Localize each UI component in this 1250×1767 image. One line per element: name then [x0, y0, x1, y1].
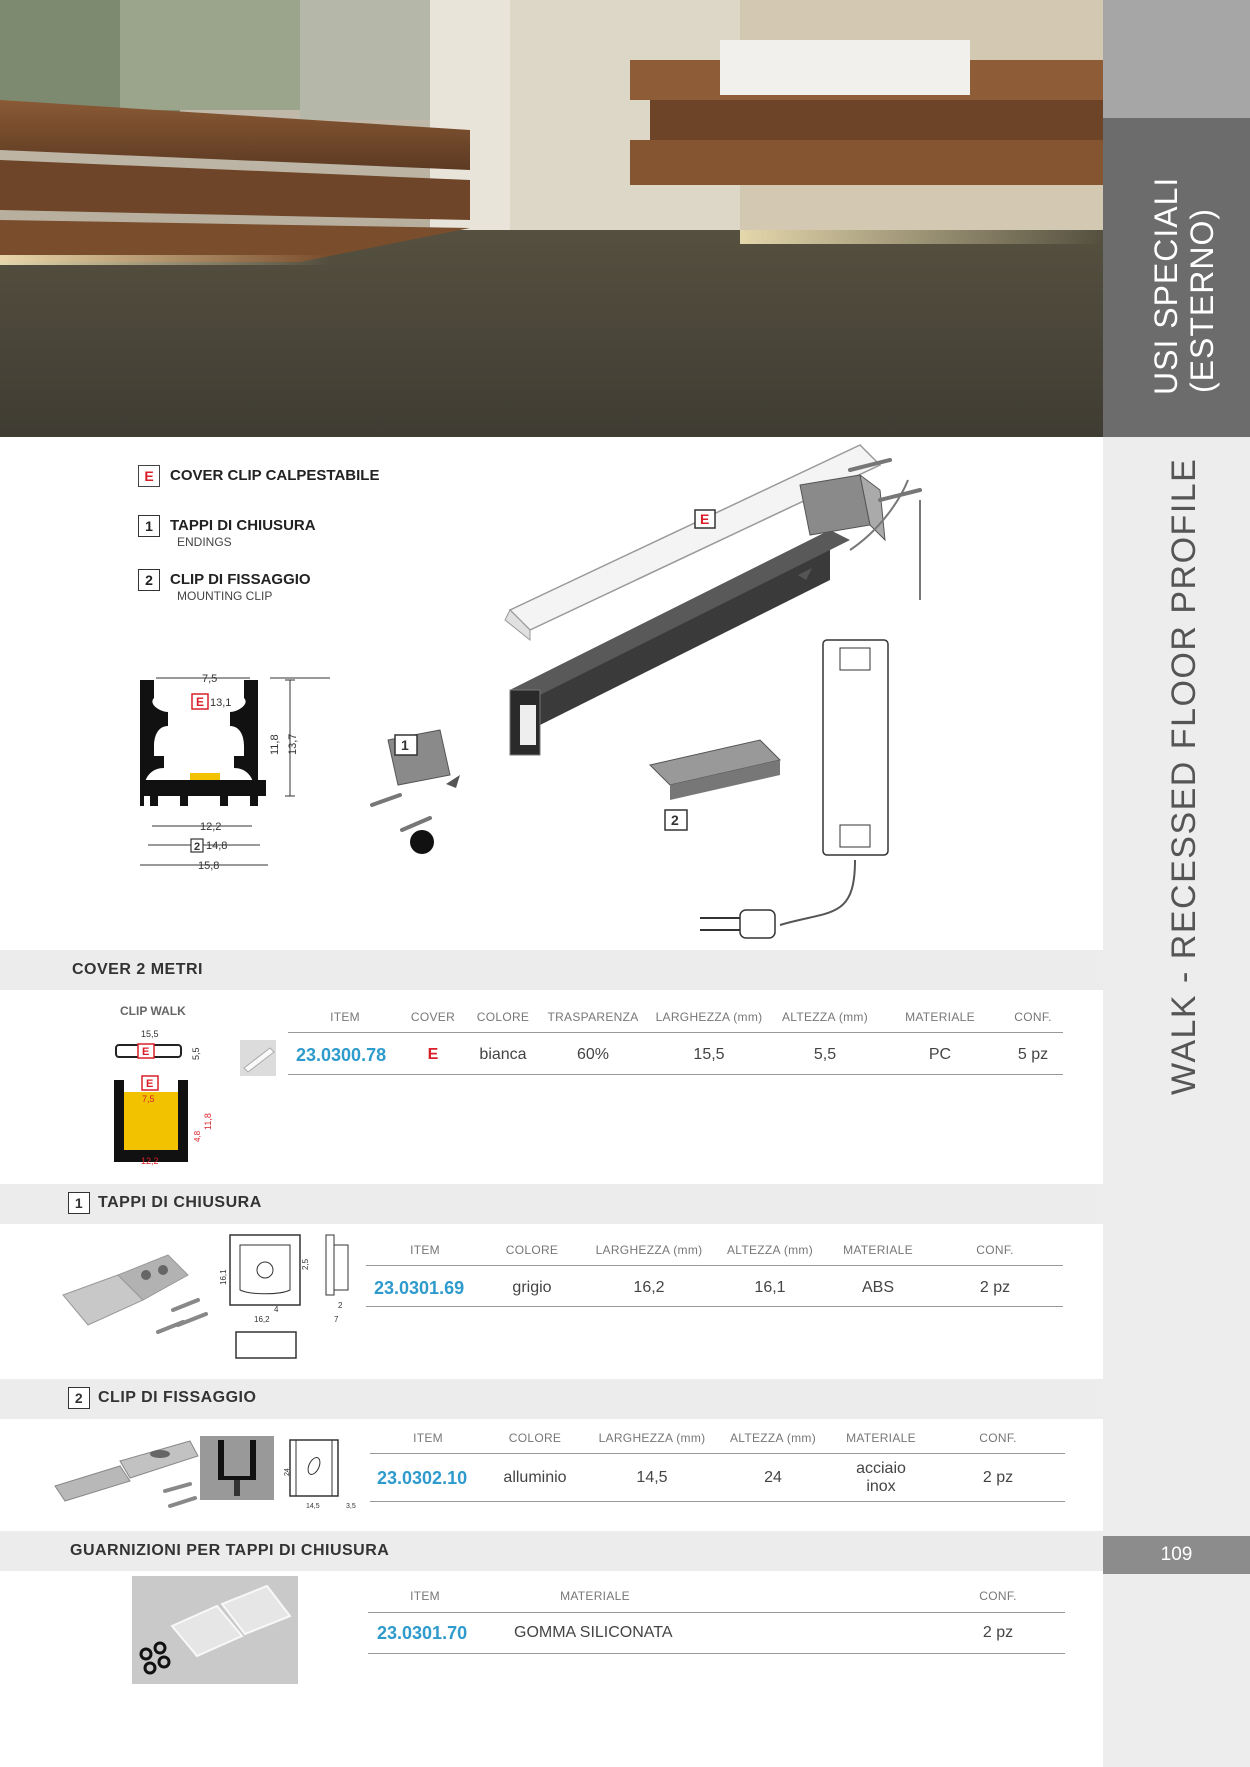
guarnizioni-item-code: 23.0301.70	[377, 1623, 468, 1643]
clip-cell-altezza: 24	[764, 1469, 782, 1486]
cover-dim-h2: 11,8	[203, 1113, 213, 1130]
col-materiale: MATERIALE	[905, 1010, 975, 1024]
table-rule	[366, 1306, 1063, 1307]
cover-strip-thumbnail	[240, 1040, 276, 1076]
table-rule	[288, 1074, 1063, 1075]
mounting-clip-section-photo	[200, 1436, 274, 1500]
tappi-cell-conf: 2 pz	[979, 1279, 1011, 1296]
cover-cell-colore: bianca	[479, 1046, 527, 1063]
table-rule	[370, 1501, 1065, 1502]
clip-cell-conf: 2 pz	[982, 1469, 1014, 1486]
col-colore: COLORE	[508, 1431, 562, 1445]
section-title: GUARNIZIONI PER TAPPI DI CHIUSURA	[70, 1542, 390, 1559]
page-number: 109	[1103, 1536, 1250, 1574]
table-rule	[366, 1265, 1063, 1266]
col-item: ITEM	[410, 1243, 440, 1257]
endcap-dim-d4: 7	[334, 1315, 339, 1324]
cover-dim-inner: 7,5	[142, 1094, 155, 1104]
cover-cell-materiale: PC	[928, 1046, 952, 1063]
clip-cell-colore: alluminio	[503, 1469, 567, 1486]
cover-dim-h: 5,5	[191, 1047, 201, 1060]
cover-e2: E	[146, 1078, 154, 1090]
section-bar-cover	[0, 950, 1103, 990]
col-conf: CONF.	[979, 1589, 1017, 1603]
col-altezza: ALTEZZA (mm)	[726, 1243, 814, 1257]
section-bar-clip	[0, 1379, 1103, 1419]
profile-section-drawing	[120, 660, 360, 875]
col-colore: COLORE	[476, 1010, 530, 1024]
cover-cell-trasparenza: 60%	[576, 1046, 610, 1063]
col-altezza: ALTEZZA (mm)	[729, 1431, 817, 1445]
section-title	[68, 1192, 262, 1214]
col-larghezza: LARGHEZZA (mm)	[595, 1243, 703, 1257]
col-altezza: ALTEZZA (mm)	[781, 1010, 869, 1024]
clip-item-code: 23.0302.10	[377, 1468, 468, 1488]
hero-photo	[0, 0, 1103, 437]
legend-code-1: 1	[138, 515, 160, 537]
legend-label: COVER CLIP CALPESTABILE	[170, 466, 380, 484]
cover-e: E	[142, 1046, 150, 1058]
cover-cell-cover: E	[427, 1046, 439, 1063]
clip-dim-w2: 3,5	[346, 1503, 356, 1510]
endcap-dim-w: 16,2	[254, 1315, 270, 1324]
endcap-dim-d1: 4	[274, 1305, 279, 1314]
col-cover: COVER	[410, 1010, 456, 1024]
col-materiale: MATERIALE	[846, 1431, 916, 1445]
col-item: ITEM	[413, 1431, 443, 1445]
clip-walk-label: CLIP WALK	[120, 1004, 186, 1018]
clip-cell-materiale	[831, 1460, 931, 1496]
section-bar-guarnizioni	[0, 1531, 1103, 1571]
table-rule	[370, 1453, 1065, 1454]
mounting-clip-drawing	[284, 1436, 364, 1512]
clip-dim-w1: 14,5	[306, 1503, 320, 1510]
clip-materiale-line2: inox	[866, 1478, 896, 1495]
section-num: 2	[68, 1387, 90, 1409]
cover-cell-altezza: 5,5	[813, 1046, 837, 1063]
col-trasparenza: TRASPARENZA	[547, 1010, 639, 1024]
guarnizioni-cell-materiale: GOMMA SILICONATA	[514, 1624, 673, 1641]
dim-e-depth: 13,1	[210, 697, 232, 709]
col-materiale: MATERIALE	[843, 1243, 913, 1257]
section-num: 1	[68, 1192, 90, 1214]
section-title: COVER 2 METRI	[72, 961, 203, 978]
legend-label: TAPPI DI CHIUSURA	[170, 516, 316, 534]
sidebar-top-block	[1103, 0, 1250, 118]
tappi-cell-colore: grigio	[512, 1279, 552, 1296]
table-rule	[368, 1612, 1065, 1613]
dim-h1: 11,8	[269, 734, 281, 755]
endcap-drawing	[216, 1230, 366, 1365]
col-conf: CONF.	[979, 1431, 1017, 1445]
clip-dim-h: 24	[284, 1468, 291, 1476]
legend-code-e: E	[138, 465, 160, 487]
cover-cell-conf: 5 pz	[1017, 1046, 1049, 1063]
table-rule	[288, 1032, 1063, 1033]
endcap-dim-h: 16,1	[219, 1269, 228, 1285]
clip-materiale-line1: acciaio	[856, 1460, 906, 1477]
mounting-clip-photo	[50, 1436, 200, 1521]
category-title	[1148, 177, 1220, 395]
col-larghezza: LARGHEZZA (mm)	[655, 1010, 763, 1024]
dim-h2: 13,7	[287, 733, 299, 755]
section-bar-tappi	[0, 1184, 1103, 1224]
cover-dim-h3: 4,8	[193, 1130, 202, 1142]
endcap-dim-d3: 2	[338, 1301, 343, 1310]
cover-cell-larghezza: 15,5	[693, 1046, 725, 1063]
assembly-2-marker: 2	[671, 812, 679, 828]
clip-cell-larghezza: 14,5	[636, 1469, 668, 1486]
legend-label: CLIP DI FISSAGGIO	[170, 570, 311, 588]
col-conf: CONF.	[976, 1243, 1014, 1257]
exploded-assembly-drawing	[360, 440, 1010, 940]
col-item: ITEM	[330, 1010, 360, 1024]
col-colore: COLORE	[505, 1243, 559, 1257]
dim-w-inner: 12,2	[200, 821, 222, 833]
legend-item-endings	[138, 515, 316, 549]
endcap-dim-d2: 2,5	[301, 1258, 310, 1270]
assembly-e-marker: E	[700, 511, 710, 527]
col-materiale: MATERIALE	[560, 1589, 630, 1603]
section-title-text: TAPPI DI CHIUSURA	[98, 1194, 262, 1212]
tappi-item-code: 23.0301.69	[374, 1278, 465, 1298]
dim-clip-marker: 2	[194, 841, 201, 853]
dim-w-outer: 15,8	[198, 860, 220, 872]
col-item: ITEM	[410, 1589, 440, 1603]
tappi-cell-larghezza: 16,2	[633, 1279, 665, 1296]
table-rule	[368, 1653, 1065, 1654]
dim-top: 7,5	[202, 673, 218, 685]
legend-sub: MOUNTING CLIP	[177, 589, 273, 603]
legend-sub: ENDINGS	[177, 535, 232, 549]
category-title-line2: (ESTERNO)	[1184, 208, 1220, 393]
cover-dim-w: 15,5	[141, 1029, 159, 1039]
product-title: WALK - RECESSED FLOOR PROFILE	[1165, 457, 1203, 1095]
dim-w-clip: 14,8	[206, 840, 228, 852]
tappi-cell-altezza: 16,1	[754, 1279, 786, 1296]
cover-item-code: 23.0300.78	[296, 1045, 387, 1065]
guarnizioni-cell-conf: 2 pz	[982, 1624, 1014, 1641]
assembly-1-marker: 1	[401, 737, 409, 753]
cover-dim-w2: 12,2	[141, 1156, 159, 1166]
tappi-cell-materiale: ABS	[861, 1279, 894, 1296]
category-title-line1: USI SPECIALI	[1148, 176, 1184, 395]
bathroom-photo	[0, 0, 1103, 437]
col-conf: CONF.	[1014, 1010, 1052, 1024]
dim-e-marker: E	[196, 695, 205, 709]
cover-clip-drawing	[106, 1020, 216, 1170]
legend-item-mounting	[138, 569, 311, 603]
legend-code-2: 2	[138, 569, 160, 591]
legend-item-cover	[138, 465, 379, 487]
section-title-text: CLIP DI FISSAGGIO	[98, 1389, 257, 1407]
endcap-photo	[58, 1240, 218, 1340]
gasket-photo	[132, 1576, 298, 1684]
section-title	[68, 1387, 256, 1409]
col-larghezza: LARGHEZZA (mm)	[598, 1431, 706, 1445]
